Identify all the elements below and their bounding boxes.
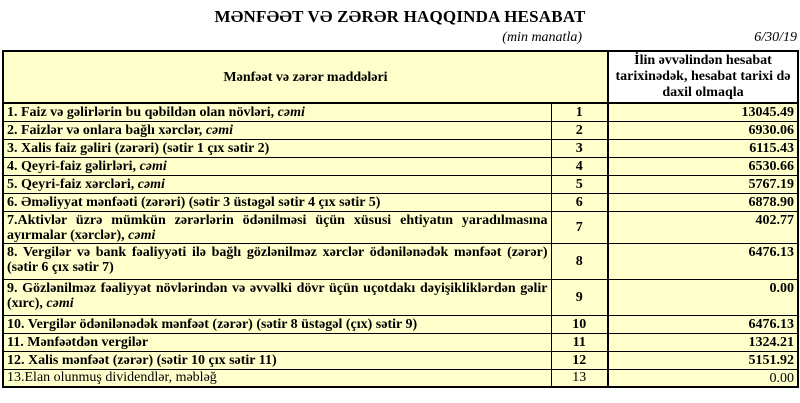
row-label-text: 8. Vergilər və bank fəaliyyəti ilə bağlı gözlənilməz xərclər ödənilənədək mənfəət (zərər) (sətir 6 çıx sətir 7)	[7, 244, 548, 275]
row-label	[3, 175, 551, 193]
row-label-text: 7.Aktivlər üzrə mümkün zərərlərin ödənilməsi üçün xüsusi ehtiyatın yaradılmasına ayırmalar (xərclər),	[7, 212, 548, 243]
table-row	[3, 139, 798, 157]
row-label-text: 12. Xalis mənfəət (zərər) (sətir 10 çıx sətir 11)	[7, 352, 277, 368]
row-number: 9	[551, 279, 608, 315]
table-row	[3, 333, 798, 351]
row-value: 13045.49	[608, 103, 798, 121]
row-label	[3, 139, 551, 157]
row-label-text: 11. Mənfəətdən vergilər	[7, 334, 149, 350]
table-row	[3, 315, 798, 333]
row-label	[3, 315, 551, 333]
table-row	[3, 243, 798, 279]
row-label	[3, 243, 551, 279]
row-label-text: 6. Əməliyyat mənfəəti (zərəri) (sətir 3 üstəgəl sətir 4 çıx sətir 5)	[7, 194, 381, 210]
row-label-emphasis: cəmi	[46, 295, 74, 311]
row-number: 2	[551, 121, 608, 139]
row-value: 5151.92	[608, 351, 798, 369]
report-date: 6/30/19	[754, 30, 797, 45]
row-label-text: 1. Faiz və gəlirlərin bu qəbildən olan növləri,	[7, 104, 278, 120]
row-label-emphasis: cəmi	[128, 227, 156, 243]
row-label	[3, 369, 551, 387]
row-label	[3, 193, 551, 211]
row-number: 12	[551, 351, 608, 369]
subtitle-line	[0, 30, 797, 48]
row-number: 3	[551, 139, 608, 157]
table-row	[3, 211, 798, 243]
table-row	[3, 193, 798, 211]
row-number: 13	[551, 369, 608, 387]
row-value: 6476.13	[608, 243, 798, 279]
row-value: 6476.13	[608, 315, 798, 333]
row-number: 1	[551, 103, 608, 121]
row-label	[3, 279, 551, 315]
row-label-emphasis: cəmi	[205, 122, 234, 138]
unit-note: (min manatla)	[502, 30, 582, 45]
row-number: 7	[551, 211, 608, 243]
table-row	[3, 351, 798, 369]
row-value: 5767.19	[608, 175, 798, 193]
row-label-text: 13.Elan olunmuş dividendlər, məbləğ	[7, 370, 217, 386]
row-value: 0.00	[608, 369, 798, 387]
table-row	[3, 279, 798, 315]
row-value: 6115.43	[608, 139, 798, 157]
row-value: 0.00	[608, 279, 798, 315]
row-value: 1324.21	[608, 333, 798, 351]
row-label-text: 3. Xalis faiz gəliri (zərəri) (sətir 1 çıx sətir 2)	[7, 140, 270, 156]
header-items-label: Mənfəət və zərər maddələri	[3, 51, 608, 103]
row-label	[3, 351, 551, 369]
table-header-row	[3, 51, 798, 103]
row-label-emphasis: cəmi	[137, 176, 165, 192]
row-label	[3, 157, 551, 175]
row-number: 4	[551, 157, 608, 175]
row-number: 10	[551, 315, 608, 333]
row-label-text: 5. Qeyri-faiz xərcləri,	[7, 176, 138, 192]
row-value: 6530.66	[608, 157, 798, 175]
row-label	[3, 333, 551, 351]
table-row	[3, 157, 798, 175]
table-row	[3, 175, 798, 193]
page-title: MƏNFƏƏT VƏ ZƏRƏR HAQQINDA HESABAT	[214, 7, 586, 26]
row-label-emphasis: cəmi	[277, 104, 305, 120]
row-number: 6	[551, 193, 608, 211]
row-value: 6878.90	[608, 193, 798, 211]
table-row	[3, 369, 798, 387]
profit-loss-table	[2, 50, 799, 388]
row-number: 11	[551, 333, 608, 351]
row-label	[3, 211, 551, 243]
row-label	[3, 103, 551, 121]
row-label-text: 4. Qeyri-faiz gəlirləri,	[7, 158, 140, 174]
row-label-text: 10. Vergilər ödənilənədək mənfəət (zərər) (sətir 8 üstəgəl (çıx) sətir 9)	[7, 316, 418, 332]
row-label-emphasis: cəmi	[139, 158, 167, 174]
table-row	[3, 103, 798, 121]
row-value: 6930.06	[608, 121, 798, 139]
row-number: 8	[551, 243, 608, 279]
row-label	[3, 121, 551, 139]
row-value: 402.77	[608, 211, 798, 243]
row-label-text: 9. Gözlənilməz fəaliyyət növlərindən və əvvəlki dövr üçün uçotdakı dəyişikliklərdən gəlir (xırc),	[7, 280, 548, 311]
table-row	[3, 121, 798, 139]
row-label-text: 2. Faizlər və onlara bağlı xərclər,	[7, 122, 206, 138]
header-period-label: İlin əvvəlindən hesabat tarixinədək, hesabat tarixi də daxil olmaqla	[608, 51, 798, 103]
row-number: 5	[551, 175, 608, 193]
